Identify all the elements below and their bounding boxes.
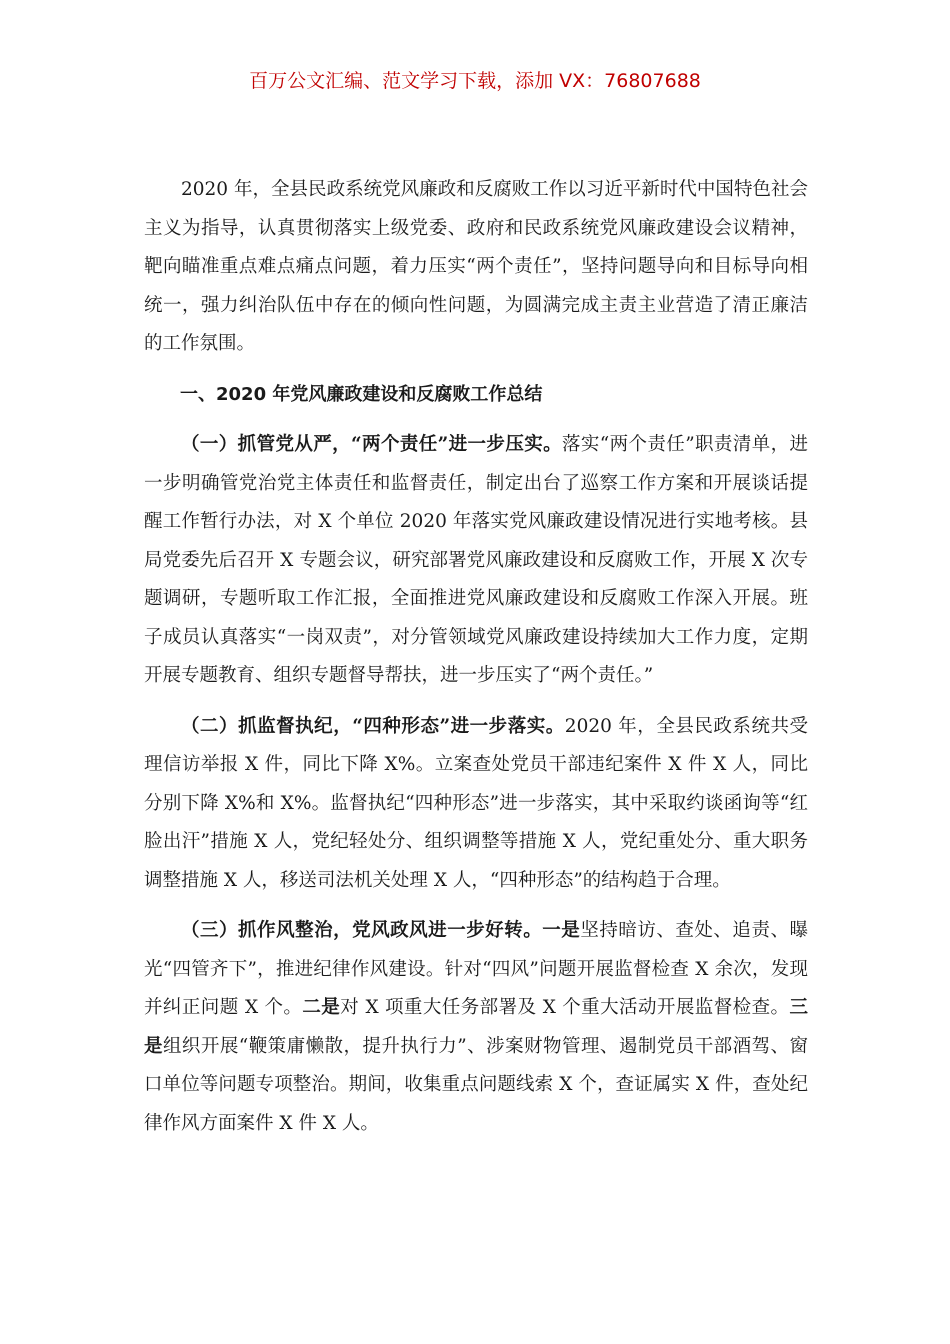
intro-paragraph: 2020 年，全县民政系统党风廉政和反腐败工作以习近平新时代中国特色社会主义为指导，认真贯彻落实上级党委、政府和民政系统党风廉政建设会议精神，靶向瞄准重点难点痛点问题，着力压实“两个责任”，坚持问题导向和目标导向相统一，强力纠治队伍中存在的倾向性问题，为圆满完成主责主业营造了清正廉洁的工作氛围。	[144, 179, 808, 354]
item3-lead: （三）抓作风整治，党风政风进一步好转。	[181, 920, 543, 941]
item2-lead: （二）抓监督执纪，“四种形态”进一步落实。	[181, 715, 565, 737]
item1-body: 落实“两个责任”职责清单，进一步明确管党治党主体责任和监督责任，制定出台了巡察工作方案和开展谈话提醒工作暂行办法，对 X 个单位 2020 年落实党风廉政建设情况进行实地考核。县局党委先后召开 X 专题会议，研究部署党风廉政建设和反腐败工作，开展 X 次专题调研，专题听取工作汇报，全面推进党风廉政建设和反腐败工作深入开展。班子成员认真落实“一岗双责”，对分管领域党风廉政建设持续加大工作力度，定期开展专题教育、组织专题督导帮扶，进一步压实了“两个责任。”	[144, 434, 808, 686]
item3-keyword-2: 二是	[302, 997, 341, 1018]
item3-text-1: 坚持暗访、查处、追责、曝光“四管齐下”，推进纪律作风建设。针对“四风”问题开展监督检查 X 余次，发现并纠正问题 X 个。	[144, 920, 808, 1018]
item3-text-3: 组织开展“鞭策庸懒散，提升执行力”、涉案财物管理、遏制党员干部酒驾、窗口单位等问题专项整治。期间，收集重点问题线索 X 个，查证属实 X 件，查处纪律作风方面案件 X 件 X 人。	[144, 1035, 808, 1134]
watermark-header: 百万公文汇编、范文学习下载，添加 VX：76807688	[249, 70, 701, 92]
document-body	[144, 171, 808, 1143]
item3-keyword-1: 一是	[542, 920, 581, 941]
item3-paragraph	[144, 912, 808, 1143]
item3-text-2: 对 X 项重大任务部署及 X 个重大活动开展监督检查。	[340, 997, 790, 1018]
item1-lead: （一）抓管党从严，“两个责任”进一步压实。	[181, 434, 562, 455]
item2-body: 2020 年，全县民政系统共受理信访举报 X 件，同比下降 X%。立案查处党员干部违纪案件 X 件 X 人，同比分别下降 X%和 X%。监督执纪“四种形态”进一步落实，其中采取约谈函询等“红脸出汗”措施 X 人，党纪轻处分、组织调整等措施 X 人，党纪重处分、重大职务调整措施 X 人，移送司法机关处理 X 人，“四种形态”的结构趋于合理。	[144, 715, 808, 891]
item3-keyword-3: 三是	[144, 997, 808, 1057]
section-heading: 一、2020 年党风廉政建设和反腐败工作总结	[180, 383, 543, 405]
item1-paragraph	[144, 426, 808, 696]
item2-paragraph	[144, 708, 808, 901]
